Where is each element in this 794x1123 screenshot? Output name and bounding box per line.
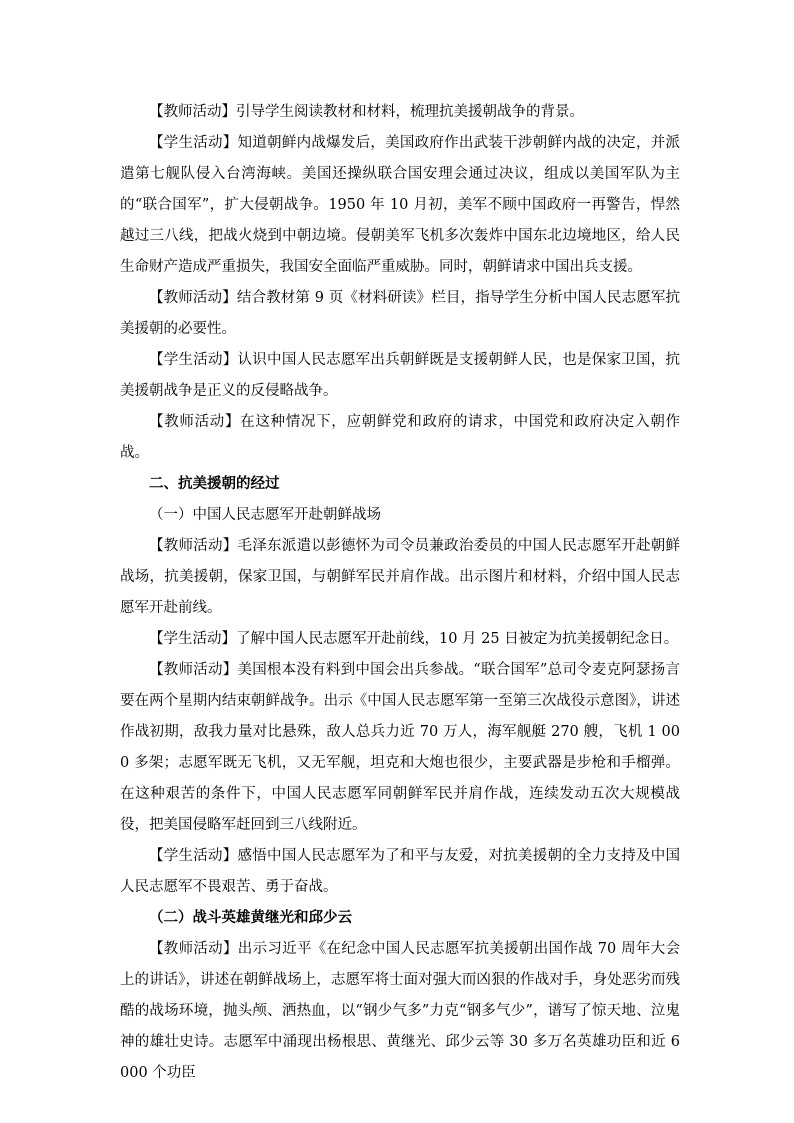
paragraph-student-activity-2 [120,345,680,407]
section-heading: 二、抗美援朝的经过 [149,476,280,492]
subsection-heading-2: （二）战斗英雄黄继光和邱少云 [149,910,352,926]
paragraph-student-activity-3 [120,624,680,655]
activity-tag: 【教师活动】 [149,941,238,957]
activity-tag: 【学生活动】 [149,352,238,368]
activity-tag: 【教师活动】 [149,538,238,554]
activity-tag: 【学生活动】 [149,135,238,151]
activity-tag: 【教师活动】 [149,414,241,430]
paragraph-text: 美国根本没有料到中国会出兵参战。“联合国军”总司令麦克阿瑟扬言要在两个星期内结束朝鲜战争。出示《中国人民志愿军第一至第三次战役示意图》，讲述作战初期，敌我力量对比悬殊，敌人总兵力近 70 万人，海军舰艇 270 艘，飞机 1 000 多架；志愿军既无飞机，又无军舰，坦克和大炮也很少，主要武器是步枪和手榴弹。在这种艰苦的条件下，中国人民志愿军同朝鲜军民并肩作战，连续发动五次大规模战役，把美国侵略军赶回到三八线附近。 [120,662,681,833]
activity-tag: 【教师活动】 [149,662,238,678]
paragraph-text: 结合教材第 9 页《材料研读》栏目，指导学生分析中国人民志愿军抗美援朝的必要性。 [120,290,680,337]
paragraph-teacher-activity-5 [120,655,680,841]
paragraph-student-activity-1 [120,128,680,283]
paragraph-teacher-activity-4 [120,531,680,624]
paragraph-text: 出示习近平《在纪念中国人民志愿军抗美援朝出国作战 70 周年大会上的讲话》，讲述在朝鲜战场上，志愿军将士面对强大而凶狠的作战对手，身处恶劣而残酷的战场环境，抛头颅、洒热血，以“钢少气多”力克“钢多气少”，谱写了惊天地、泣鬼神的雄壮史诗。志愿军中涌现出杨根思、黄继光、邱少云等 30 多万名英雄功臣和近 6 000 个功臣 [120,941,681,1081]
activity-tag: 【学生活动】 [149,631,236,647]
paragraph-text: 了解中国人民志愿军开赴前线，10 月 25 日被定为抗美援朝纪念日。 [236,631,679,647]
activity-tag: 【学生活动】 [149,848,238,864]
paragraph-text: 感悟中国人民志愿军为了和平与友爱，对抗美援朝的全力支持及中国人民志愿军不畏艰苦、勇于奋战。 [120,848,681,895]
paragraph-student-activity-4 [120,841,680,903]
paragraph-text: 毛泽东派遣以彭德怀为司令员兼政治委员的中国人民志愿军开赴朝鲜战场，抗美援朝，保家卫国，与朝鲜军民并肩作战。出示图片和材料，介绍中国人民志愿军开赴前线。 [120,538,681,616]
paragraph-teacher-activity-3 [120,407,680,469]
paragraph-text: 在这种情况下，应朝鲜党和政府的请求，中国党和政府决定入朝作战。 [120,414,681,461]
paragraph-text: 引导学生阅读教材和材料，梳理抗美援朝战争的背景。 [236,104,584,120]
paragraph-teacher-activity-2 [120,283,680,345]
paragraph-text: 知道朝鲜内战爆发后，美国政府作出武装干涉朝鲜内战的决定，并派遣第七舰队侵入台湾海峡。美国还操纵联合国安理会通过决议，组成以美国军队为主的“联合国军”，扩大侵朝战争。1950 年 10 月初，美军不顾中国政府一再警告，悍然越过三八线，把战火烧到中朝边境。侵朝美军飞机多次轰炸中国东北边境地区，给人民生命财产造成严重损失，我国安全面临严重威胁。同时，朝鲜请求中国出兵支援。 [120,135,681,275]
paragraph-text: 认识中国人民志愿军出兵朝鲜既是支援朝鲜人民，也是保家卫国，抗美援朝战争是正义的反侵略战争。 [120,352,681,399]
subsection-heading-1: （一）中国人民志愿军开赴朝鲜战场 [149,507,381,523]
document-body [120,97,680,1089]
activity-tag: 【教师活动】 [149,290,237,306]
paragraph-teacher-activity-1 [120,97,680,128]
paragraph-teacher-activity-6 [120,934,680,1089]
activity-tag: 【教师活动】 [149,104,236,120]
